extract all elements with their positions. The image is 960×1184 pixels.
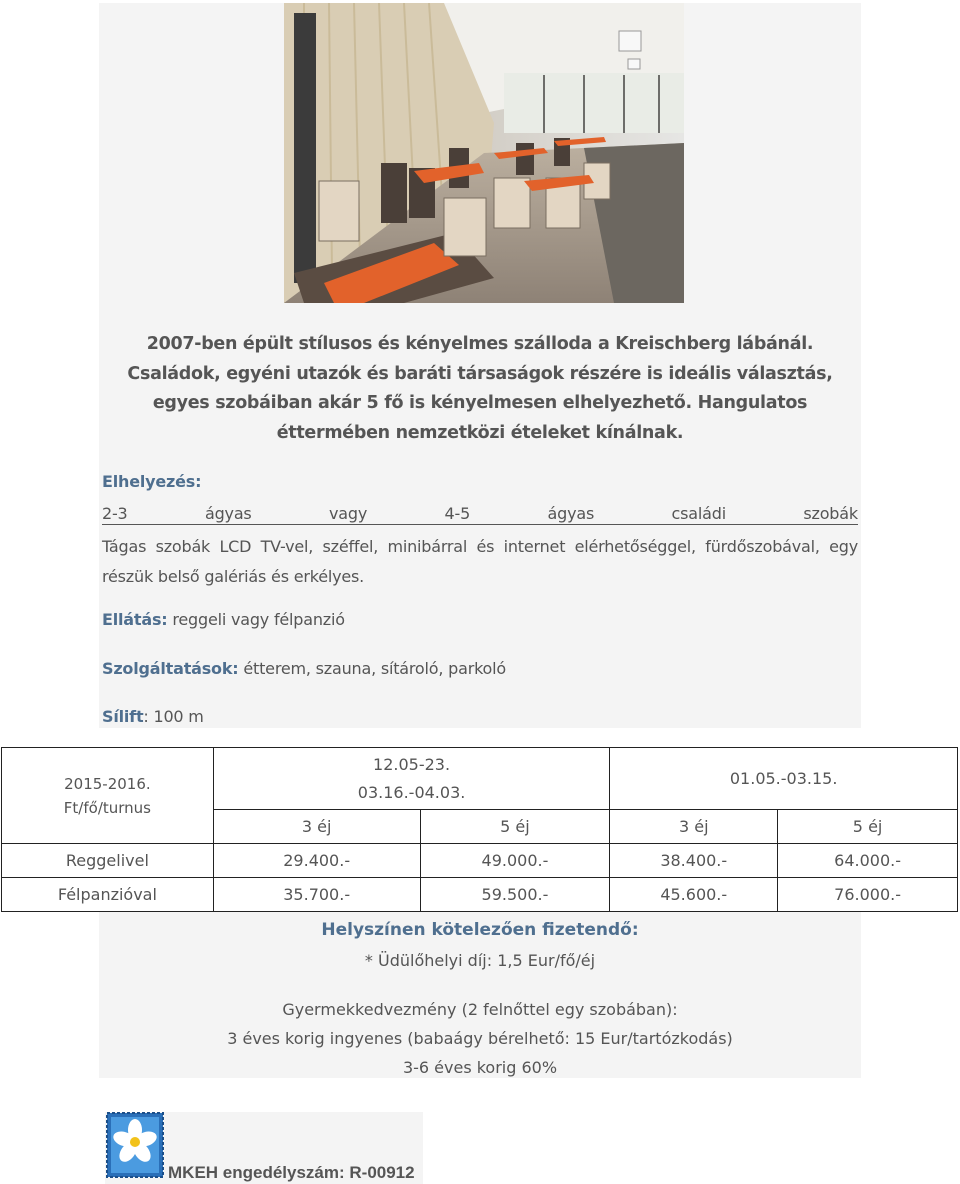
resort-fee-line: * Üdülőhelyi díj: 1,5 Eur/fő/éj [364, 951, 596, 970]
room-type-word: vagy [329, 504, 368, 523]
room-type-word: családi [671, 504, 726, 523]
services-label: Szolgáltatások: [102, 659, 239, 678]
board-value: reggeli vagy félpanzió [167, 610, 345, 629]
price-cell: 59.500.- [420, 878, 610, 912]
price-cell: 38.400.- [610, 844, 778, 878]
stamp-flower-logo [106, 1112, 164, 1178]
room-description: Tágas szobák LCD TV-vel, széffel, minibárral és internet elérhetőséggel, fürdőszobával, egy részük belső galériás és erkélyes. [102, 537, 858, 586]
ski-lift-info [102, 707, 858, 726]
child-discount-heading: Gyermekkedvezmény (2 felnőttel egy szobában): [282, 1000, 678, 1019]
period-1-line2: 03.16.-04.03. [357, 782, 466, 802]
season-header-cell [2, 748, 214, 844]
ski-lift-label: Sílift [102, 707, 144, 726]
room-type-word: ágyas [204, 504, 252, 523]
period-1-line1: 12.05-23. [373, 754, 451, 774]
room-type-word: 4-5 [444, 504, 471, 523]
season-label: 2015-2016. [64, 774, 151, 793]
row-label-breakfast: Reggelivel [2, 844, 214, 878]
nights-header: 5 éj [420, 810, 610, 844]
row-label-half-board: Félpanzióval [2, 878, 214, 912]
services-info [102, 659, 858, 678]
room-type-word: szobák [803, 504, 858, 523]
price-cell: 76.000.- [778, 878, 958, 912]
price-cell: 45.600.- [610, 878, 778, 912]
table-row [2, 844, 958, 878]
price-unit-label: Ft/fő/turnus [63, 798, 151, 817]
price-table [1, 747, 958, 912]
room-type-word: 2-3 [102, 504, 128, 523]
price-cell: 64.000.- [778, 844, 958, 878]
hotel-intro: 2007-ben épült stílusos és kényelmes szálloda a Kreischberg lábánál. Családok, egyéni utazók és baráti társaságok részére is ideális választás, egyes szobáiban akár 5 fő is kényelmesen elhelyezhető. Hangulatos éttermében nemzetközi ételeket kínálnak. [127, 334, 833, 443]
child-discount-line: 3 éves korig ingyenes (babaágy bérelhető: 15 Eur/tartózkodás) [227, 1029, 733, 1048]
license-number: MKEH engedélyszám: R-00912 [168, 1163, 415, 1182]
room-type-word: ágyas [547, 504, 595, 523]
price-cell: 35.700.- [213, 878, 420, 912]
period-1-header [213, 748, 610, 810]
price-cell: 49.000.- [420, 844, 610, 878]
services-value: étterem, szauna, sítároló, parkoló [238, 659, 506, 678]
nights-header: 3 éj [213, 810, 420, 844]
nights-header: 3 éj [610, 810, 778, 844]
nights-header: 5 éj [778, 810, 958, 844]
board-info [102, 610, 858, 629]
accommodation-label: Elhelyezés: [102, 472, 202, 491]
room-types-line [102, 504, 858, 525]
period-2-header: 01.05.-03.15. [610, 748, 958, 810]
accommodation-heading [102, 472, 858, 491]
board-label: Ellátás: [102, 610, 168, 629]
child-discount-line: 3-6 éves korig 60% [402, 1058, 558, 1077]
table-row [2, 878, 958, 912]
price-cell: 29.400.- [213, 844, 420, 878]
mandatory-fees-heading: Helyszínen kötelezően fizetendő: [321, 920, 639, 940]
ski-lift-value: : 100 m [143, 707, 204, 726]
hotel-restaurant-photo [284, 3, 684, 303]
